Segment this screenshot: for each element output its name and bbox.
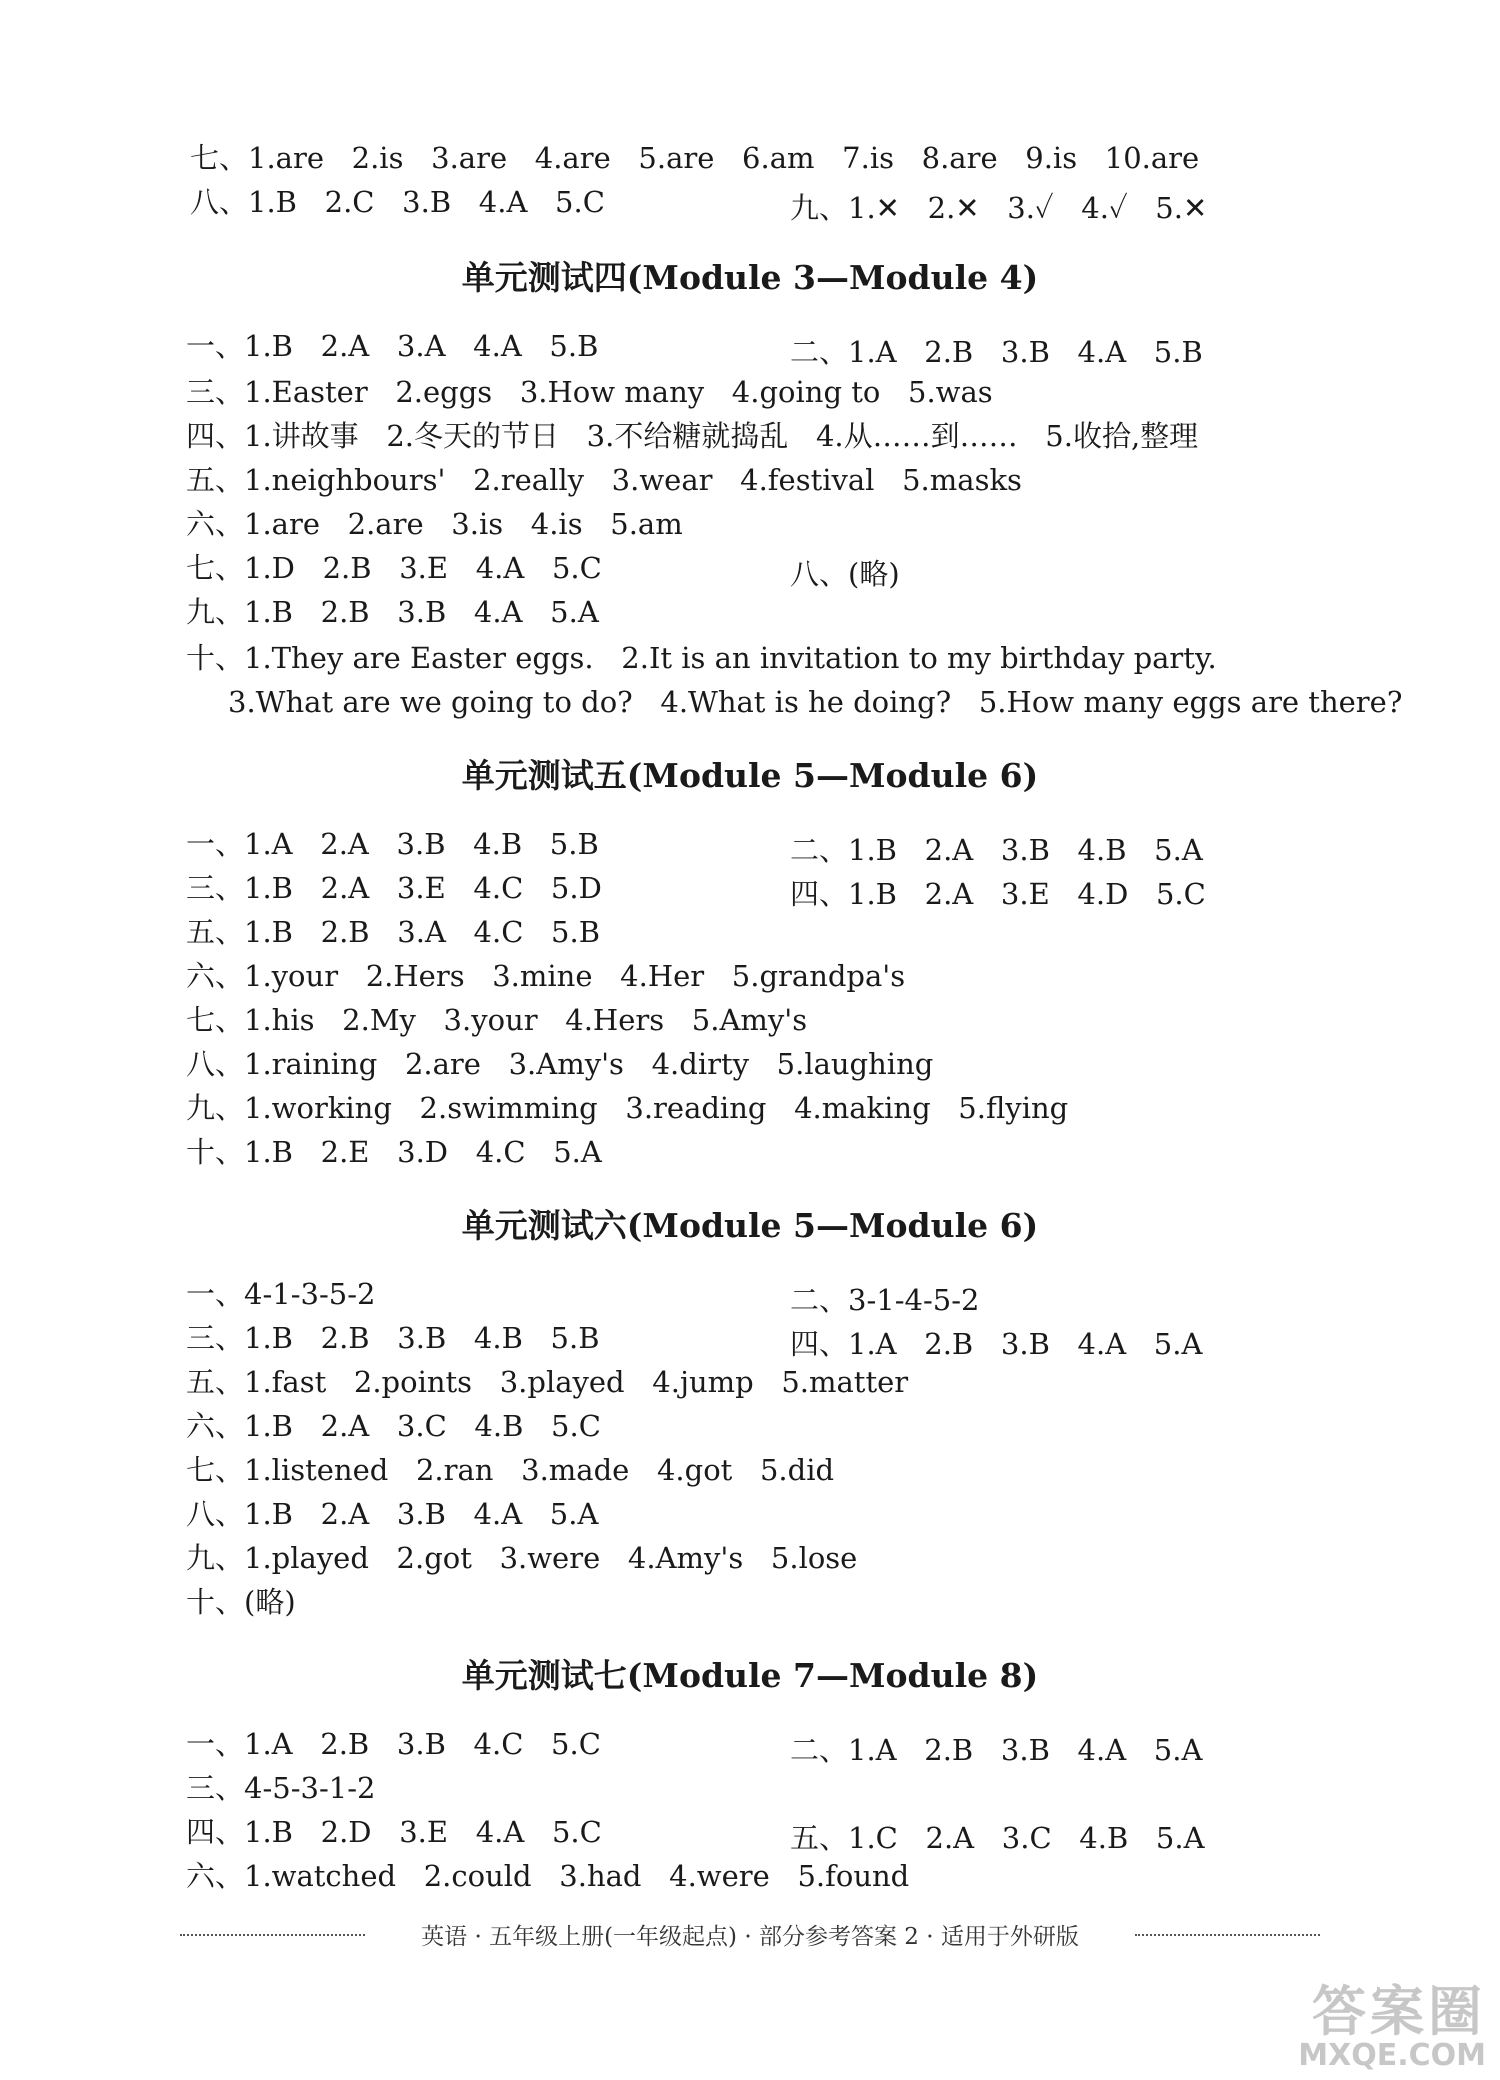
section-title: 单元测试五(Module 5—Module 6) — [461, 756, 1039, 795]
answer-row: 3.What are we going to do? 4.What is he doing? 5.How many eggs are there? — [228, 685, 1403, 719]
answer-row: 二、1.A 2.B 3.B 4.A 5.A — [790, 1733, 1203, 1767]
watermark — [1298, 1980, 1486, 2073]
answer-row: 三、1.B 2.A 3.E 4.C 5.D — [186, 871, 602, 905]
answer-row: 一、1.B 2.A 3.A 4.A 5.B — [186, 329, 599, 363]
answer-row: 三、1.B 2.B 3.B 4.B 5.B — [186, 1321, 600, 1355]
answer-row: 三、4-5-3-1-2 — [186, 1771, 376, 1805]
section-title: 单元测试四(Module 3—Module 4) — [461, 258, 1039, 297]
watermark-logo: 答案圈 — [1312, 1980, 1486, 2043]
answer-row: 九、1.B 2.B 3.B 4.A 5.A — [186, 595, 599, 629]
answer-row: 四、1.B 2.D 3.E 4.A 5.C — [186, 1815, 602, 1849]
answer-row: 一、1.A 2.A 3.B 4.B 5.B — [186, 827, 599, 861]
answer-row: 五、1.neighbours' 2.really 3.wear 4.festival 5.masks — [186, 463, 1022, 497]
answer-row: 八、1.B 2.C 3.B 4.A 5.C — [190, 185, 605, 219]
answer-row: 三、1.Easter 2.eggs 3.How many 4.going to 5.was — [186, 375, 993, 409]
answer-row: 五、1.C 2.A 3.C 4.B 5.A — [790, 1821, 1205, 1855]
section-title: 单元测试七(Module 7—Module 8) — [461, 1656, 1039, 1695]
answer-row: 九、1.working 2.swimming 3.reading 4.making 5.flying — [186, 1091, 1069, 1125]
answer-row: 六、1.your 2.Hers 3.mine 4.Her 5.grandpa's — [186, 959, 906, 993]
answer-row: 十、1.They are Easter eggs. 2.It is an invitation to my birthday party. — [186, 641, 1217, 675]
watermark-url: MXQE.COM — [1298, 2038, 1486, 2073]
answer-row: 一、4-1-3-5-2 — [186, 1277, 376, 1311]
answer-row: 二、1.A 2.B 3.B 4.A 5.B — [790, 335, 1203, 369]
answer-row: 二、3-1-4-5-2 — [790, 1283, 980, 1317]
answer-row: 七、1.listened 2.ran 3.made 4.got 5.did — [186, 1453, 835, 1487]
answer-row: 八、1.B 2.A 3.B 4.A 5.A — [186, 1497, 599, 1531]
answer-row: 九、1.played 2.got 3.were 4.Amy's 5.lose — [186, 1541, 858, 1575]
answer-row: 七、1.are 2.is 3.are 4.are 5.are 6.am 7.is 8.are 9.is 10.are — [190, 141, 1200, 175]
answer-row: 七、1.D 2.B 3.E 4.A 5.C — [186, 551, 602, 585]
answer-row: 十、1.B 2.E 3.D 4.C 5.A — [186, 1135, 602, 1169]
answer-row: 九、1.✕ 2.✕ 3.✓ 4.✓ 5.✕ — [790, 191, 1208, 225]
answer-row: 一、1.A 2.B 3.B 4.C 5.C — [186, 1727, 601, 1761]
answer-row: 六、1.are 2.are 3.is 4.is 5.am — [186, 507, 683, 541]
answer-row: 八、1.raining 2.are 3.Amy's 4.dirty 5.laughing — [186, 1047, 934, 1081]
answer-row: 四、1.A 2.B 3.B 4.A 5.A — [790, 1327, 1203, 1361]
answer-row: 四、1.B 2.A 3.E 4.D 5.C — [790, 877, 1206, 911]
answer-row: 十、(略) — [186, 1585, 296, 1619]
answer-row: 四、1.讲故事 2.冬天的节日 3.不给糖就捣乱 4.从……到…… 5.收拾,整理 — [186, 419, 1199, 453]
page-footer: 英语 · 五年级上册(一年级起点) · 部分参考答案 2 · 适用于外研版 — [421, 1924, 1079, 1950]
answer-row: 七、1.his 2.My 3.your 4.Hers 5.Amy's — [186, 1003, 808, 1037]
answer-row: 五、1.fast 2.points 3.played 4.jump 5.matter — [186, 1365, 909, 1399]
answer-row: 八、(略) — [790, 557, 900, 591]
answer-row: 六、1.watched 2.could 3.had 4.were 5.found — [186, 1859, 910, 1893]
answer-row: 六、1.B 2.A 3.C 4.B 5.C — [186, 1409, 601, 1443]
section-title: 单元测试六(Module 5—Module 6) — [461, 1206, 1039, 1245]
answer-row: 五、1.B 2.B 3.A 4.C 5.B — [186, 915, 601, 949]
answer-row: 二、1.B 2.A 3.B 4.B 5.A — [790, 833, 1203, 867]
